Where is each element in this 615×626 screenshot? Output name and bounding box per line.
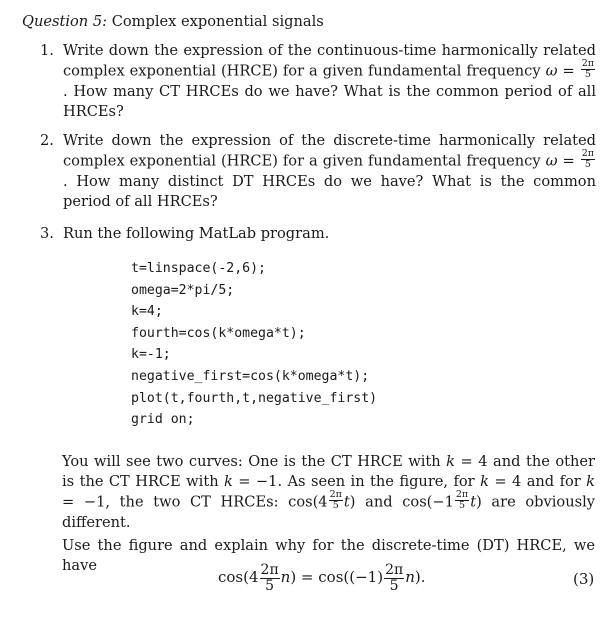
item-text: Run the following MatLab program. <box>63 225 330 242</box>
fraction: $\frac{2\pi}{5}$ <box>260 562 279 594</box>
list-item-2 <box>40 131 596 211</box>
code-line: negative_first=cos(k*omega*t); <box>131 368 370 384</box>
omega-symbol: ω <box>545 62 558 80</box>
item-text: Write down the expression of the continuous-time harmonically related complex exponential (HRCE) for a given fundamental frequency ω = $\frac{2\pi}{5}$ . How many CT HRCEs do we have? What is the common period of all HRCEs? <box>63 42 596 120</box>
matlab-code-block <box>131 258 377 431</box>
fraction: $\frac{2\pi}{5}$ <box>581 57 595 80</box>
code-line: t=linspace(-2,6); <box>131 261 266 276</box>
instruction-paragraph: Use the figure and explain why for the discrete-time (DT) HRCE, we have <box>62 537 595 574</box>
code-line: grid on; <box>131 412 195 428</box>
display-equation: cos(4 $\frac{2\pi}{5}$ n) = cos((−1) $\frac{2\pi}{5}$ n). <box>218 562 426 594</box>
code-line: omega=2*pi/5; <box>131 282 235 298</box>
question-heading <box>22 12 324 32</box>
item-number: 1. <box>40 42 54 59</box>
fraction: $\frac{2\pi}{5}$ <box>455 488 469 511</box>
list-item-1 <box>40 41 596 121</box>
item-number: 2. <box>40 132 54 149</box>
fraction: $\frac{2\pi}{5}$ <box>581 147 595 170</box>
question-title: Complex exponential signals <box>111 13 324 30</box>
item-number: 3. <box>40 225 54 242</box>
code-line: fourth=cos(k*omega*t); <box>131 325 306 341</box>
item-text: Write down the expression of the discrete-time harmonically related complex exponential (HRCE) for a given fundamental frequency ω = $\frac{2\pi}{5}$ . How many distinct DT HRCEs do we have? What is the common period of all HRCEs? <box>63 132 596 210</box>
omega-symbol: ω <box>545 152 558 170</box>
explanation-paragraph: You will see two curves: One is the CT HRCE with k = 4 and the other is the CT HRCE with k = −1. As seen in the figure, for k = 4 and for k = −1, the two CT HRCEs: cos(4 $\frac{2\pi}{5}$ t) and cos(−1 $\frac{2\pi}{5}$ t) are obviously different. <box>62 453 596 531</box>
fraction: $\frac{2\pi}{5}$ <box>385 562 404 594</box>
question-label: Question 5: <box>22 13 108 30</box>
code-line: k=-1; <box>131 347 171 363</box>
code-line: plot(t,fourth,t,negative_first) <box>131 390 378 406</box>
fraction: $\frac{2\pi}{5}$ <box>329 488 342 511</box>
list-item-3 <box>40 224 596 244</box>
equation-number: (3) <box>573 570 595 588</box>
code-line: k=4; <box>131 304 163 320</box>
